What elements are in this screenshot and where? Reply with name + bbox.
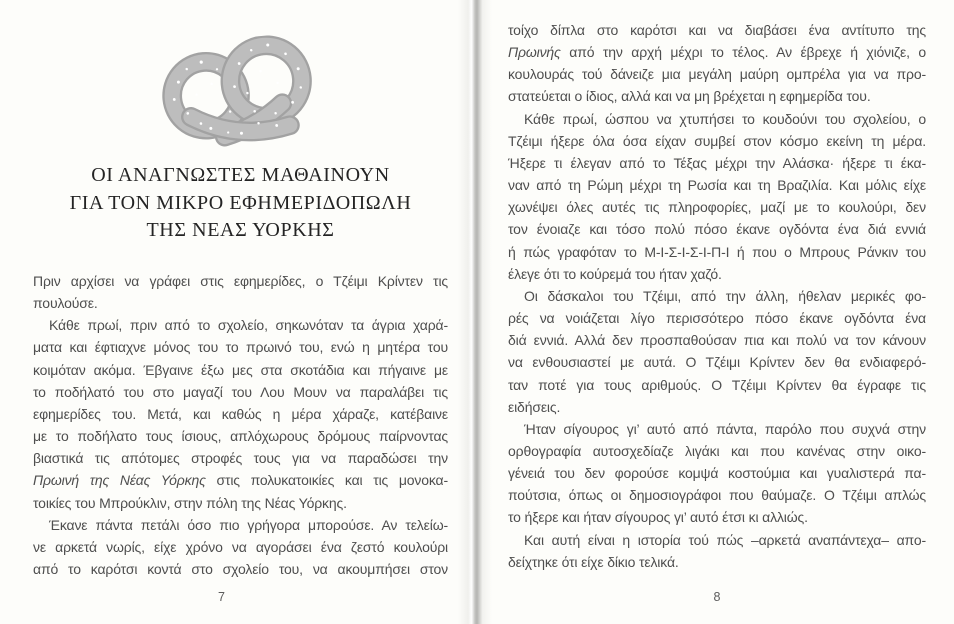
text-line [508, 218, 926, 240]
chapter-title-line: ΤΗΣ ΝΕΑΣ ΥΟΡΚΗΣ [146, 219, 335, 241]
text-segment: στατεύεται ο ίδιος, αλλά και να μη βρέχεται η εφημερίδα του. [508, 88, 871, 105]
text-segment: κοιμόταν ακόμα. Έβγαινε έξω μες στα σκοτάδια και πήγαινε με [33, 361, 448, 378]
text-segment: το ήξερε και ήταν σίγουρος γι’ αυτό έτσι κι αλλιώς. [508, 509, 808, 526]
text-line [508, 63, 926, 85]
text-line [33, 492, 448, 514]
pretzel-icon [156, 31, 325, 160]
text-segment: το ποδήλατό του στο μαγαζί του Λου Μουν να παραλάβει τις [33, 383, 448, 400]
text-segment: από το καρότσι κοντά στο σχολείο του, να ακουμπήσει στον [33, 561, 448, 578]
text-line [508, 174, 926, 196]
text-line [33, 381, 448, 403]
text-line [508, 529, 926, 551]
text-segment: Τζέιμι ήξερε όλα όσα είχαν συμβεί στον κόσμο εκείνη τη μέρα. [508, 132, 926, 149]
text-segment: ταν ποτέ για τους αριθμούς. Ο Τζέιμι Κρίντεν θα έγραφε τις [508, 376, 926, 393]
text-segment: βιαστικά τις απότομες στροφές τους για να παραδώσει την [33, 450, 448, 467]
text-segment: πούτσια, όπως οι δημοσιογράφοι που θαύμαζε. Ο Τζέιμι απλώς [508, 487, 926, 504]
chapter-title [33, 162, 448, 245]
text-segment: ορθογραφία αυτοσχεδίαζε λιγάκι και που κανένας στην οικο- [508, 442, 926, 459]
text-line [508, 108, 926, 130]
text-segment: με το ποδήλατο τους ίσιους, απλόχωρους δρόμους παίρνοντας [33, 428, 448, 445]
text-line [33, 558, 448, 580]
text-segment: Οι δάσκαλοι του Τζέιμι, από την άλλη, ήθελαν μερικές φο- [524, 287, 926, 304]
text-line [33, 359, 448, 381]
text-line [508, 440, 926, 462]
text-line [508, 484, 926, 506]
chapter-title-line: ΓΙΑ ΤΟΝ ΜΙΚΡΟ ΕΦΗΜΕΡΙΔΟΠΩΛΗ [69, 191, 412, 214]
text-line [508, 418, 926, 440]
text-line [33, 514, 448, 536]
text-segment: Πριν αρχίσει να γράφει στις εφημερίδες, ο Τζέιμι Κρίντεν τις [33, 273, 448, 289]
page-right [508, 0, 926, 624]
text-segment: στις πολυκατοικίες και τις μονοκα- [205, 472, 448, 489]
text-line [33, 469, 448, 491]
text-line [508, 396, 926, 418]
text-segment: διά εννιά. Αλλά δεν προσπαθούσαν πια και πολύ να τον κάνουν [508, 332, 926, 349]
text-segment: ειδήσεις. [508, 398, 561, 415]
text-segment: πουλούσε. [33, 295, 98, 312]
text-line [508, 85, 926, 107]
text-line [508, 196, 926, 218]
page-left [33, 0, 448, 624]
text-segment: Κάθε πρωί, ώσπου να χτυπήσει το κουδούνι του σχολείου, ο [524, 110, 926, 127]
page-gutter-shadow [458, 0, 492, 624]
text-segment: τοίχο δίπλα στο καρότσι και να διαβάσει ένα αντίτυπο της [508, 22, 926, 38]
text-line [33, 270, 448, 292]
text-segment: γένειά του δεν φορούσε κομψά κοστούμια και γυαλιστερά πα- [508, 465, 926, 482]
text-line [33, 425, 448, 447]
text-line [33, 447, 448, 469]
chapter-title-line: ΟΙ ΑΝΑΓΝΩΣΤΕΣ ΜΑΘΑΙΝΟΥΝ [91, 164, 390, 186]
text-segment: τοικίες του Μπρούκλιν, στην πόλη της Νέας Υόρκης. [33, 494, 347, 511]
text-line [508, 351, 926, 373]
right-page-text [508, 19, 926, 573]
text-segment: νε αρκετά νωρίς, είχε χρόνο να αγοράσει ένα ζεστό κουλούρι [33, 538, 448, 555]
text-segment: Ήταν σίγουρος γι’ αυτό από πάντα, παρόλο που συχνά στην [524, 420, 926, 437]
text-line [508, 285, 926, 307]
pretzel-illustration [33, 38, 448, 158]
text-segment: ή πώς γραφόταν το Μ-Ι-Σ-Ι-Σ-Ι-Π-Ι ή που ο Μπρους Ράνκιν του [508, 243, 926, 260]
italic-text-segment: Πρωινή της Νέας Υόρκης [33, 472, 206, 489]
text-line [508, 462, 926, 484]
text-segment: εφημερίδες του. Μετά, και καθώς η μέρα χάραζε, κατέβαινε [33, 405, 448, 422]
text-line [508, 506, 926, 528]
text-line [33, 314, 448, 336]
text-line [508, 130, 926, 152]
text-line [508, 41, 926, 63]
text-line [33, 536, 448, 558]
text-segment: έλεγε ότι το κούρεμά του ήταν χαζό. [508, 265, 722, 282]
text-line [508, 263, 926, 285]
text-segment: να ενθουσιαστεί με αυτά. Ο Τζέιμι Κρίντεν δεν θα ενδιαφερό- [508, 354, 926, 371]
text-segment: Έκανε πάντα πετάλι όσο πιο γρήγορα μπορούσε. Αν τελείω- [49, 516, 448, 533]
text-segment: δείχτηκε ότι είχε δίκιο τελικά. [508, 553, 679, 570]
text-segment: ναν από τη Ρώμη μέχρι τη Ρωσία και τη Βραζιλία. Και μόλις είχε [508, 177, 926, 194]
text-line [508, 19, 926, 41]
text-line [508, 551, 926, 573]
text-segment: χωνέψει όλες αυτές τις πληροφορίες, μαζί με το κουλούρι, δεν [508, 199, 926, 216]
text-line [508, 374, 926, 396]
text-line [33, 336, 448, 358]
text-segment: Κάθε πρωί, πριν από το σχολείο, σηκωνόταν τα άγρια χαρά- [49, 317, 448, 334]
text-line [508, 307, 926, 329]
text-segment: Ήξερε τι έλεγαν από το Τέξας μέχρι την Αλάσκα· ήξερε τι έκα- [508, 154, 926, 171]
text-line [508, 152, 926, 174]
text-line [33, 292, 448, 314]
text-segment: ματα και έφτιαχνε μόνος του το πρωινό του, ενώ η μητέρα του [33, 339, 448, 356]
left-page-number: 7 [218, 590, 225, 604]
text-line [508, 329, 926, 351]
text-segment: Και αυτή είναι η ιστορία τού πώς –αρκετά αναπάντεχα– απο- [524, 531, 926, 548]
text-segment: από την αρχή μέχρι το τέλος. Αν έβρεχε ή χιόνιζε, ο [560, 44, 926, 61]
text-segment: τον ένοιαζε και τόσο πολύ πόσο έκανε ογδόντα ένα διά εννιά [508, 221, 926, 238]
text-segment: ρές να νοιάζεται λίγο περισσότερο πόσο έκανε ογδόντα ένα [508, 310, 926, 327]
text-line [508, 241, 926, 263]
italic-text-segment: Πρωινής [508, 44, 561, 61]
left-page-text [33, 270, 448, 580]
text-line [33, 403, 448, 425]
right-page-number: 8 [713, 590, 721, 604]
text-segment: κουλουράς τού δάνειζε μια μεγάλη μαύρη ομπρέλα για να προ- [508, 66, 926, 83]
